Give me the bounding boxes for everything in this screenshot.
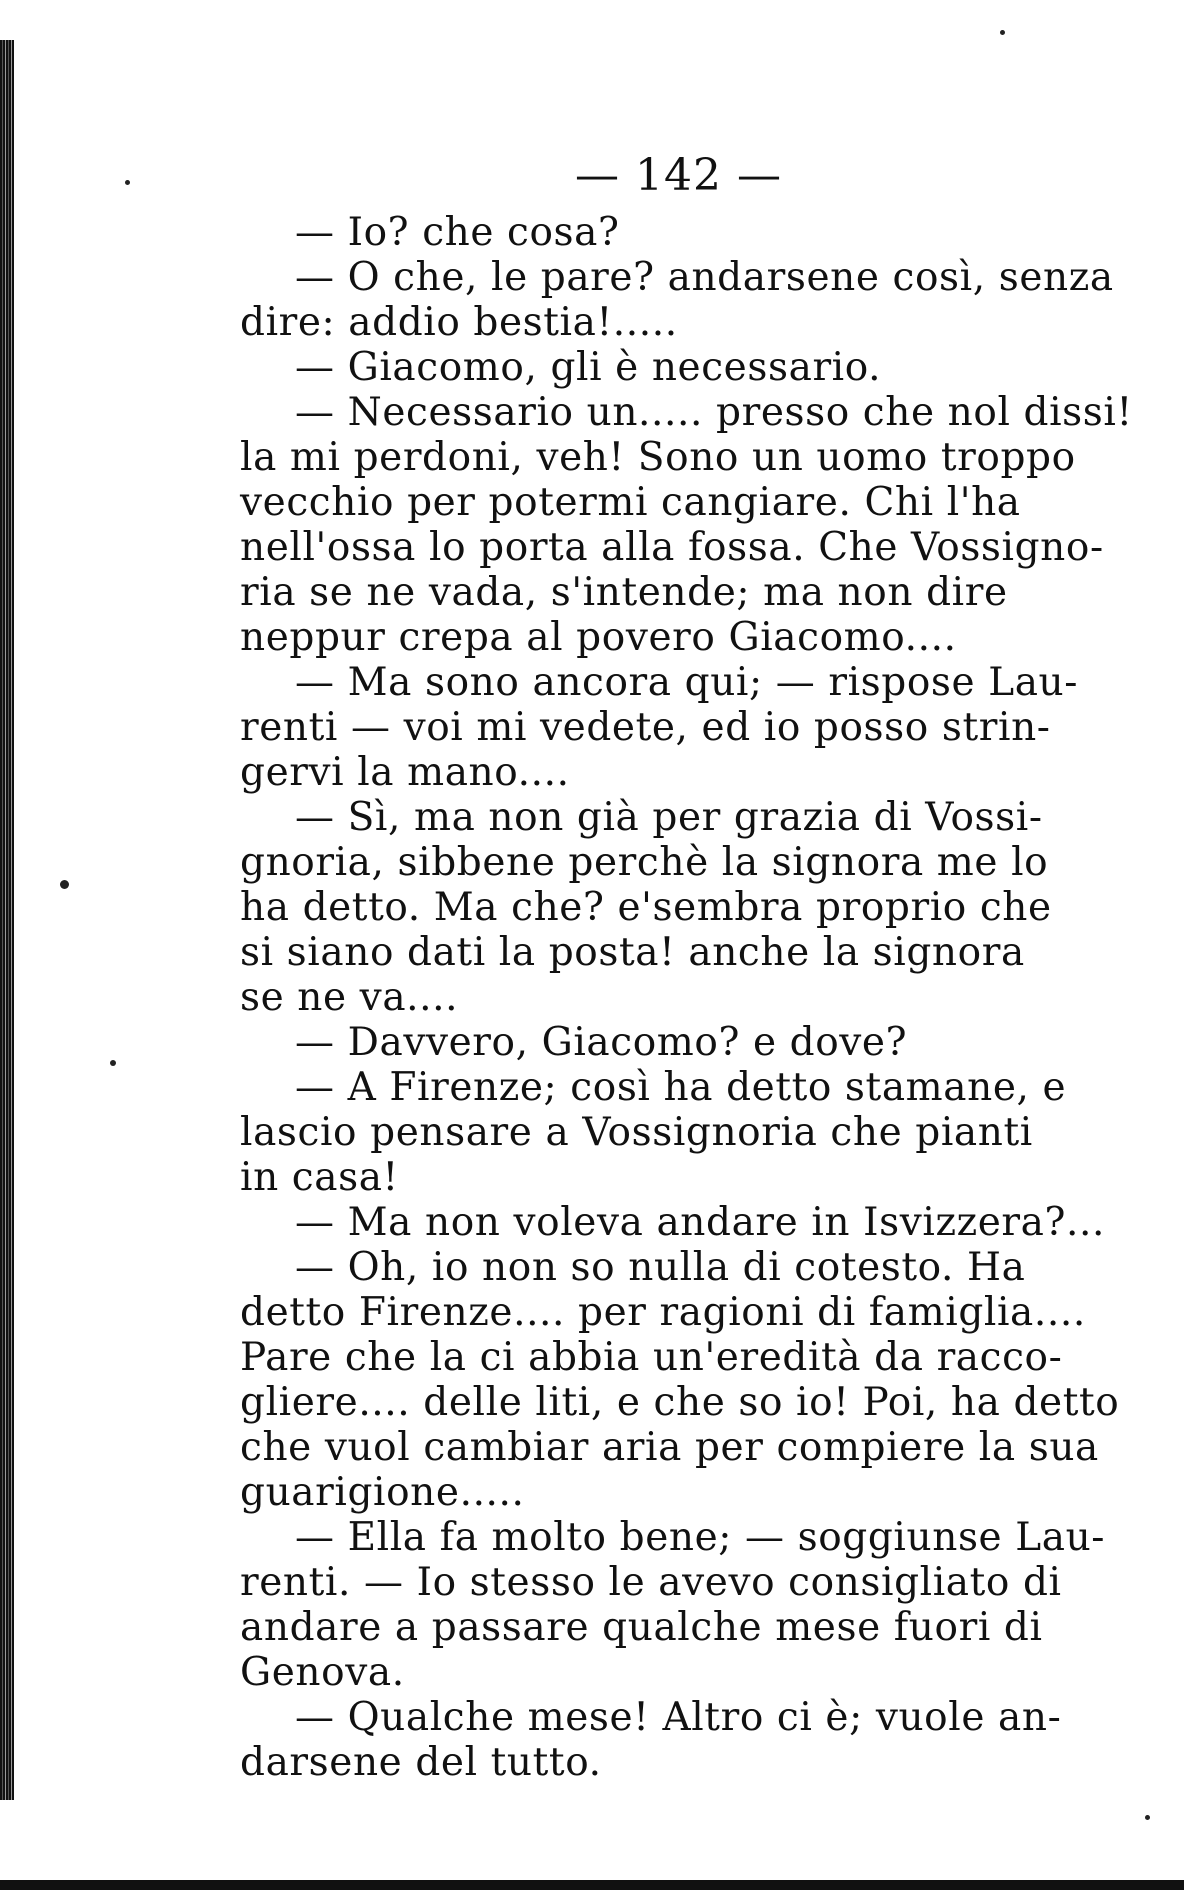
text-line: gliere.... delle liti, e che so io! Poi, ha detto — [240, 1380, 1120, 1425]
text-line: lascio pensare a Vossignoria che pianti — [240, 1110, 1033, 1155]
text-line: detto Firenze.... per ragioni di famiglia.... — [240, 1290, 1086, 1335]
text-line: guarigione..... — [240, 1470, 525, 1515]
scan-speck — [1000, 30, 1005, 35]
page-binding-edge — [0, 40, 14, 1800]
text-line: — Davvero, Giacomo? e dove? — [295, 1020, 908, 1065]
scan-speck — [125, 180, 130, 185]
text-line: renti — voi mi vedete, ed io posso strin- — [240, 705, 1051, 750]
scan-speck — [110, 1060, 116, 1066]
text-line: gnoria, sibbene perchè la signora me lo — [240, 840, 1049, 885]
text-line: darsene del tutto. — [240, 1740, 602, 1785]
text-line: gervi la mano.... — [240, 750, 570, 795]
text-line: nell'ossa lo porta alla fossa. Che Vossigno- — [240, 525, 1104, 570]
text-line: — Oh, io non so nulla di cotesto. Ha — [295, 1245, 1026, 1290]
text-line: la mi perdoni, veh! Sono un uomo troppo — [240, 435, 1076, 480]
bottom-rule — [0, 1880, 1184, 1890]
page-number: — 142 — — [575, 150, 782, 201]
text-line: — O che, le pare? andarsene così, senza — [295, 255, 1114, 300]
text-line: in casa! — [240, 1155, 399, 1200]
text-line: ha detto. Ma che? e'sembra proprio che — [240, 885, 1052, 930]
text-line: — Ella fa molto bene; — soggiunse Lau- — [295, 1515, 1106, 1560]
scan-speck — [60, 880, 69, 889]
text-line: si siano dati la posta! anche la signora — [240, 930, 1025, 975]
text-line: — Giacomo, gli è necessario. — [295, 345, 882, 390]
text-line: — Qualche mese! Altro ci è; vuole an- — [295, 1695, 1062, 1740]
text-line: Pare che la ci abbia un'eredità da racco- — [240, 1335, 1063, 1380]
text-line: dire: addio bestia!..... — [240, 300, 678, 345]
text-line: che vuol cambiar aria per compiere la sua — [240, 1425, 1099, 1470]
text-line: vecchio per potermi cangiare. Chi l'ha — [240, 480, 1021, 525]
text-line: renti. — Io stesso le avevo consigliato di — [240, 1560, 1062, 1605]
text-line: se ne va.... — [240, 975, 459, 1020]
text-line: — A Firenze; così ha detto stamane, e — [295, 1065, 1067, 1110]
text-line: neppur crepa al povero Giacomo.... — [240, 615, 957, 660]
text-line: — Sì, ma non già per grazia di Vossi- — [295, 795, 1043, 840]
page-text — [240, 210, 1133, 1785]
text-line: Genova. — [240, 1650, 405, 1695]
text-line: — Ma sono ancora qui; — rispose Lau- — [295, 660, 1079, 705]
text-line: — Ma non voleva andare in Isvizzera?... — [295, 1200, 1106, 1245]
text-line: andare a passare qualche mese fuori di — [240, 1605, 1043, 1650]
scan-speck — [1145, 1815, 1150, 1820]
text-line: — Io? che cosa? — [295, 210, 620, 255]
text-line: — Necessario un..... presso che nol dissi! — [295, 390, 1133, 435]
text-line: ria se ne vada, s'intende; ma non dire — [240, 570, 1008, 615]
